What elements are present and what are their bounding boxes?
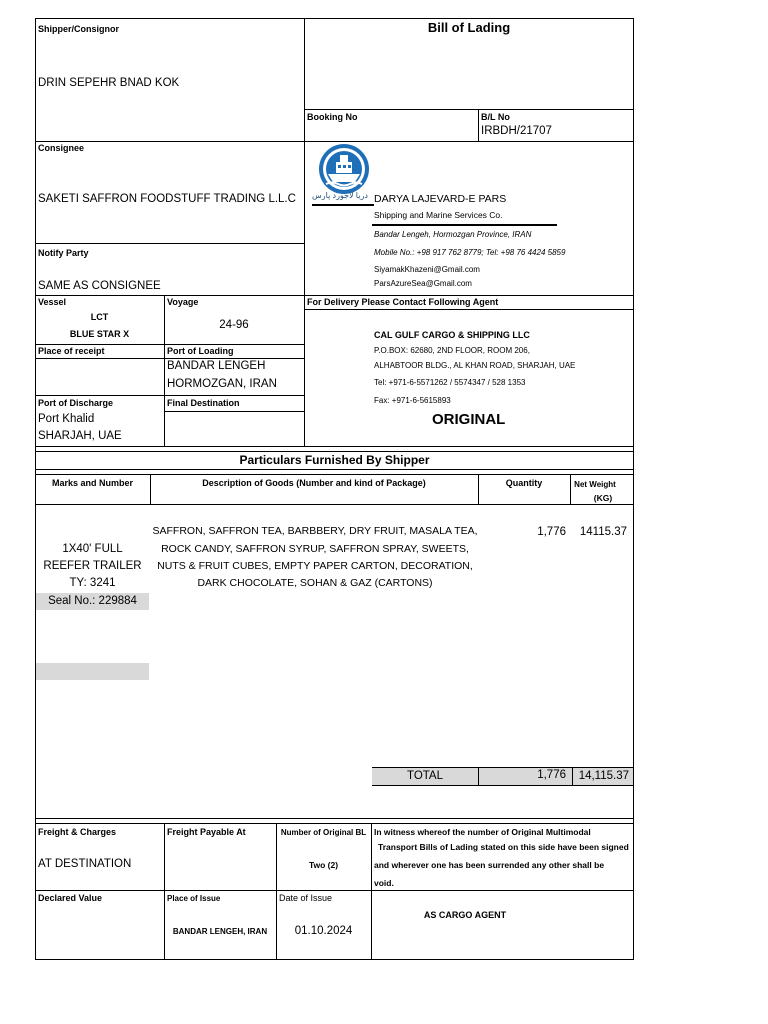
company-phones: Mobile No.: +98 917 762 8779; Tel: +98 76 4424 5859 <box>374 248 566 257</box>
company-email-1: SiyamakKhazeni@Gmail.com <box>374 265 480 274</box>
notify-party-label: Notify Party <box>38 248 89 258</box>
bl-no-label: B/L No <box>481 112 510 122</box>
particulars-title: Particulars Furnished By Shipper <box>239 453 430 467</box>
original-bl-label: Number of Original BL <box>280 828 367 837</box>
place-of-issue-label: Place of Issue <box>167 894 221 903</box>
goods-line-4: DARK CHOCOLATE, SOHAN & GAZ (CARTONS) <box>197 577 433 589</box>
company-address: Bandar Lengeh, Hormozgan Province, IRAN <box>374 230 532 239</box>
agent-fax: Fax: +971-6-5615893 <box>374 396 451 405</box>
total-net-weight: 14,115.37 <box>578 770 629 782</box>
port-of-discharge-label: Port of Discharge <box>38 398 114 408</box>
shipper-value: DRIN SEPEHR BNAD KOK <box>38 77 180 89</box>
document-title: Bill of Lading <box>427 20 511 35</box>
date-of-issue-value: 01.10.2024 <box>294 925 353 937</box>
col-marks-header: Marks and Number <box>51 478 134 488</box>
col-description-header: Description of Goods (Number and kind of Package) <box>202 478 426 488</box>
declared-value-label: Declared Value <box>38 893 103 903</box>
freight-charges-value: AT DESTINATION <box>38 858 132 870</box>
col-weight-header-1: Net Weight <box>574 480 616 489</box>
final-destination-label: Final Destination <box>167 398 240 408</box>
port-of-loading-line-1: BANDAR LENGEH <box>167 360 266 372</box>
shaded-cell <box>36 663 149 680</box>
consignee-label: Consignee <box>38 143 85 153</box>
consignee-value: SAKETI SAFFRON FOODSTUFF TRADING L.L.C <box>38 193 296 205</box>
marks-line-2: REEFER TRAILER <box>43 560 142 572</box>
port-of-loading-label: Port of Loading <box>167 346 234 356</box>
freight-payable-label: Freight Payable At <box>167 827 246 837</box>
witness-line-4: void. <box>374 878 394 888</box>
vessel-line-2: BLUE STAR X <box>69 329 130 339</box>
agent-label: For Delivery Please Contact Following Agent <box>307 297 499 307</box>
agent-address-1: P.O.BOX: 62680, 2ND FLOOR, ROOM 206, <box>374 346 530 355</box>
original-stamp: ORIGINAL <box>432 411 506 428</box>
place-of-issue-value: BANDAR LENGEH, IRAN <box>172 927 268 936</box>
freight-charges-label: Freight & Charges <box>38 827 117 837</box>
witness-line-2: Transport Bills of Lading stated on this side have been signed <box>378 842 629 852</box>
date-of-issue-label: Date of Issue <box>279 893 333 903</box>
signature-as-cargo-agent: AS CARGO AGENT <box>423 910 507 920</box>
port-of-discharge-line-1: Port Khalid <box>38 413 95 425</box>
col-quantity-header: Quantity <box>505 478 543 488</box>
port-of-discharge-line-2: SHARJAH, UAE <box>38 430 122 442</box>
marks-line-1: 1X40' FULL <box>62 543 123 555</box>
company-tagline: Shipping and Marine Services Co. <box>374 210 503 220</box>
net-weight-value: 14115.37 <box>579 526 627 538</box>
bl-no-value: IRBDH/21707 <box>481 125 552 137</box>
col-weight-header-2: (KG) <box>593 493 613 503</box>
port-of-loading-line-2: HORMOZGAN, IRAN <box>167 378 277 390</box>
place-of-receipt-label: Place of receipt <box>38 346 105 356</box>
quantity-value: 1,776 <box>537 526 566 538</box>
logo-caption: دریا لاجورد پارس <box>312 191 368 200</box>
total-label: TOTAL <box>407 770 443 782</box>
agent-address-2: ALHABTOOR BLDG., AL KHAN ROAD, SHARJAH, UAE <box>374 361 576 370</box>
goods-line-1: SAFFRON, SAFFRON TEA, BARBBERY, DRY FRUIT, MASALA TEA, <box>152 525 478 537</box>
goods-line-2: ROCK CANDY, SAFFRON SYRUP, SAFFRON SPRAY, SWEETS, <box>161 543 469 555</box>
shipper-label: Shipper/Consignor <box>38 24 119 34</box>
agent-name: CAL GULF CARGO & SHIPPING LLC <box>374 330 530 340</box>
witness-line-3: and wherever one has been surrended any other shall be <box>374 860 605 870</box>
total-quantity: 1,776 <box>537 769 566 781</box>
company-email-2: ParsAzureSea@Gmail.com <box>374 279 472 288</box>
booking-no-label: Booking No <box>307 112 358 122</box>
voyage-label: Voyage <box>167 297 199 307</box>
vessel-label: Vessel <box>38 297 67 307</box>
original-bl-value: Two (2) <box>308 860 339 870</box>
goods-line-3: NUTS & FRUIT CUBES, EMPTY PAPER CARTON, DECORATION, <box>157 560 473 572</box>
notify-party-value: SAME AS CONSIGNEE <box>38 280 161 292</box>
company-name: DARYA LAJEVARD-E PARS <box>374 193 507 205</box>
marks-line-3: TY: 3241 <box>69 577 116 589</box>
agent-tel: Tel: +971-6-5571262 / 5574347 / 528 1353 <box>374 378 526 387</box>
vessel-line-1: LCT <box>90 312 109 322</box>
voyage-value: 24-96 <box>219 319 249 331</box>
witness-line-1: In witness whereof the number of Original Multimodal <box>374 827 591 837</box>
seal-number: Seal No.: 229884 <box>48 595 137 607</box>
